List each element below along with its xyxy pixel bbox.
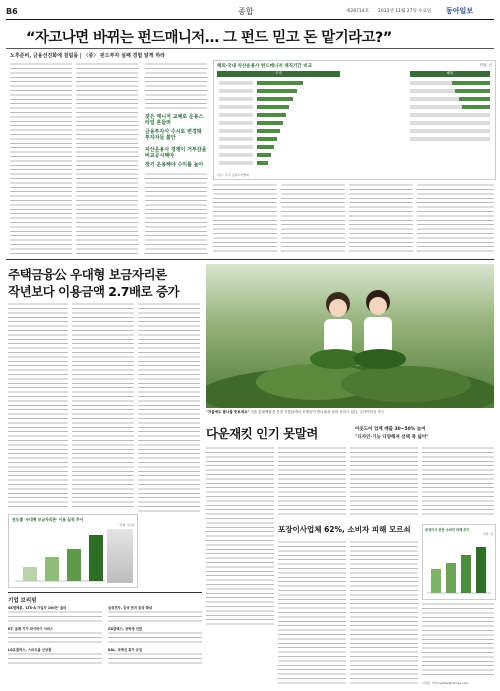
left-table-header: 국내 [217, 71, 340, 77]
body-text [281, 183, 345, 255]
body-text [278, 540, 346, 686]
bar [257, 81, 303, 85]
issue-number: 제28714호 [346, 9, 370, 14]
main-headline: “자고나면 바뀌는 펀드매니저… 그 펀드 믿고 돈 맡기라고?” [26, 30, 392, 46]
bar [257, 105, 289, 109]
bar [89, 535, 103, 581]
bar [23, 567, 37, 581]
body-text [278, 446, 346, 516]
pull-quote: 자산운용사 경쟁이 거부감을 비교공시해야 [145, 147, 207, 159]
bar [257, 137, 277, 141]
body-text [10, 62, 72, 257]
bar [45, 557, 59, 581]
body-text [422, 602, 494, 678]
body-text [72, 302, 134, 508]
bar [476, 547, 486, 593]
briefing-item: LG유플러스, 스마트홈 신상품 [8, 648, 52, 652]
bar [461, 555, 471, 593]
body-text [206, 446, 274, 626]
bar [257, 129, 280, 133]
briefing-item: GS칼텍스, 장학생 선발 [108, 627, 143, 631]
bar [459, 97, 490, 101]
body-text [350, 446, 418, 516]
briefing-item: SK텔레콤, 'LTE-A 가입자 100만' 돌파 [8, 606, 67, 610]
byline: 이정은 기자 lightee@donga.com [422, 681, 469, 685]
pull-quote: 금융투자사 수시로 변경돼 투자자들 불안 [145, 129, 202, 141]
main-subhead: 노후준비, 금융선진화에 걸림돌 | 〈중〉 펀드투자 실패 경험 알게 하라 [10, 53, 165, 59]
caption-text: 서울 롯데백화점 본점 식품관에서 모델들이 봄나물을 들어 보이고 있다. [250, 410, 359, 414]
section-name: 종합 [238, 7, 254, 16]
pull-quote: 장기 운용해야 수익률 높아 [145, 162, 204, 168]
bar [67, 549, 81, 581]
chart-unit: 단위: 건 [483, 532, 493, 536]
body-text [417, 183, 494, 255]
body-text [76, 62, 138, 257]
briefing-item: 삼성전자, 중국 현지 공장 확대 [108, 606, 153, 610]
bar [257, 153, 271, 157]
story3-deck1: 아웃도어 업계 매출 30~50% 늘어 [355, 427, 426, 432]
loan-chart [8, 514, 138, 588]
briefing-item: KT, 올레 기가 와이파이 서비스 [8, 627, 54, 631]
moving-complaints-chart [422, 524, 496, 600]
bar [452, 81, 490, 85]
bar [257, 145, 274, 149]
bar [446, 563, 456, 593]
business-briefing-box [8, 592, 202, 689]
news-photo [206, 264, 494, 408]
issue-date: 2013년 11월 27일 수요일 [378, 9, 432, 14]
bar [257, 97, 293, 101]
page-number: B6 [6, 7, 18, 16]
newspaper-brand: 동아일보 [446, 7, 474, 15]
chart-unit: 단위: 억 원 [119, 523, 134, 527]
body-text [8, 302, 68, 508]
chart-unit: 단위: 년 [479, 63, 492, 67]
briefing-title: 기업 브리핑 [8, 598, 37, 604]
story3-subhead: 포장이사업체 62%, 소비자 피해 모르쇠 [278, 525, 411, 534]
bar [257, 161, 268, 165]
body-text [138, 302, 200, 512]
body-text [213, 183, 277, 255]
body-text [422, 446, 494, 516]
bar [257, 113, 286, 117]
building-illustration [107, 529, 133, 583]
body-text [350, 540, 418, 686]
page-header [6, 6, 494, 20]
bar [257, 121, 283, 125]
story2-headline-line2: 작년보다 이용금액 2.7배로 증가 [8, 284, 180, 299]
pull-quote: 잦은 매니저 교체로 운용스타일 흔들려 [145, 114, 204, 126]
manager-tenure-chart [213, 60, 496, 180]
story2-headline-line1: 주택금융公 우대형 보금자리론 [8, 267, 167, 282]
bar [462, 105, 490, 109]
chart-source: 자료: 각사·금융투자협회 [217, 173, 249, 177]
chart-rows [217, 79, 492, 171]
story3-deck2: "디자인·기능 다양해져 선택 폭 넓어" [355, 435, 429, 440]
chart-title: 포장이사 관련 소비자 피해 추이 [425, 528, 470, 532]
bar [455, 89, 490, 93]
photo-credit: 롯데백화점 제공 [359, 410, 385, 414]
right-table-header: 해외 [410, 71, 490, 77]
bar [257, 89, 297, 93]
chart-title: 해외·국내 자산운용사 펀드매니저 재직기간 비교 [217, 64, 312, 69]
bar [431, 569, 441, 593]
body-text [349, 183, 413, 255]
story3-headline: 다운재킷 인기 못말려 [206, 426, 318, 441]
caption-title: "겨울에도 봄나물 맛보세요" [206, 410, 250, 414]
chart-title: 연도별 '우대형 보금자리론' 이용 실적 추이 [12, 517, 84, 522]
photo-caption [206, 410, 494, 424]
briefing-item: KAL, 국제선 특가 운임 [108, 648, 143, 652]
